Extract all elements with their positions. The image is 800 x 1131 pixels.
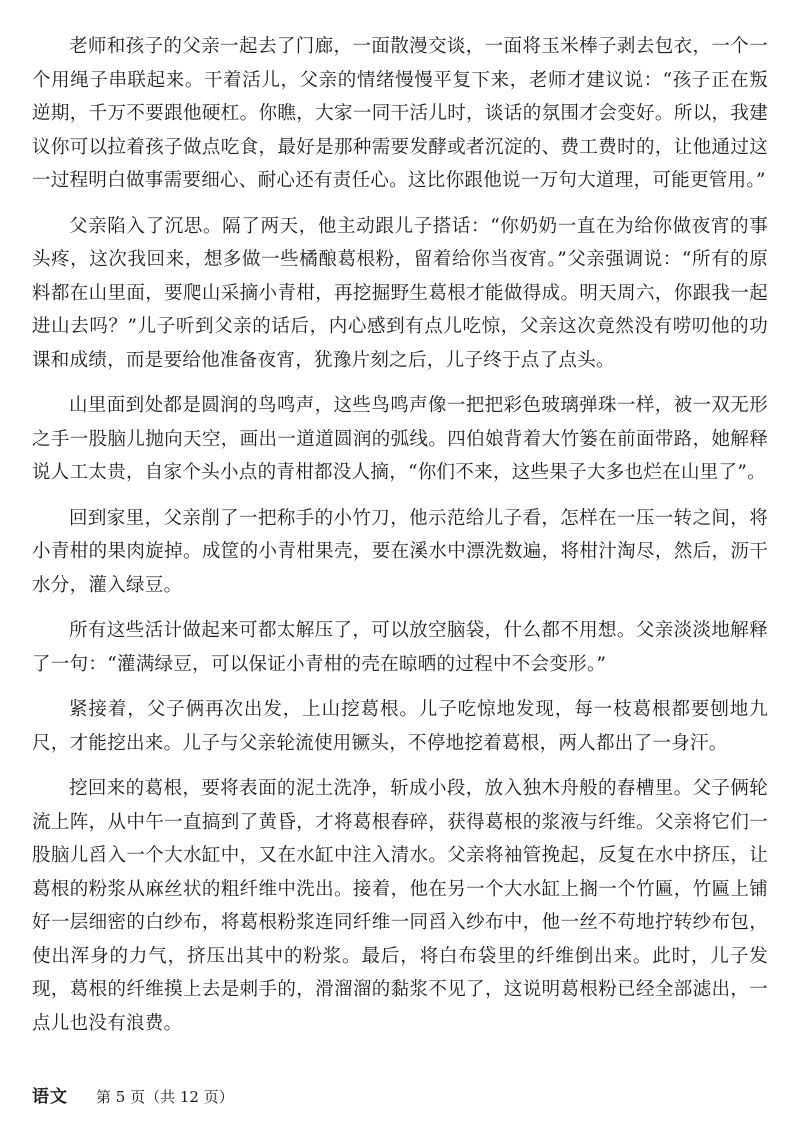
page-footer xyxy=(32,1082,234,1110)
paragraph-7: 挖回来的葛根，要将表面的泥土洗净，斩成小段，放入独木舟般的舂槽里。父子俩轮流上阵，从中午一直搞到了黄昏，才将葛根舂碎，获得葛根的浆液与纤维。父亲将它们一股脑儿舀入一个大水缸中，又在水缸中注入清水。父亲将袖管挽起，反复在水中挤压，让葛根的粉浆从麻丝状的粗纤维中洗出。接着，他在另一个大水缸上搁一个竹匾，竹匾上铺好一层细密的白纱布，将葛根粉浆连同纤维一同舀入纱布中，他一丝不苟地拧转纱布包，使出浑身的力气，挤压出其中的粉浆。最后，将白布袋里的纤维倒出来。此时，儿子发现，葛根的纤维摸上去是刺手的，滑溜溜的黏浆不见了，这说明葛根粉已经全部滤出，一点儿也没有浪费。 xyxy=(32,778,768,1034)
paragraph-6: 紧接着，父子俩再次出发，上山挖葛根。儿子吃惊地发现，每一枝葛根都要刨地九尺，才能挖出来。儿子与父亲轮流使用镢头，不停地挖着葛根，两人都出了一身汗。 xyxy=(32,699,768,754)
document-page xyxy=(32,30,768,1090)
paragraph-2: 父亲陷入了沉思。隔了两天，他主动跟儿子搭话：“你奶奶一直在为给你做夜宵的事头疼，这次我回来，想多做一些橘酿葛根粉，留着给你当夜宵。”父亲强调说：“所有的原料都在山里面，要爬山采摘小青柑，再挖掘野生葛根才能做得成。明天周六，你跟我一起进山去吗？”儿子听到父亲的话后，内心感到有点儿吃惊，父亲这次竟然没有唠叨他的功课和成绩，而是要给他准备夜宵，犹豫片刻之后，儿子终于点了点头。 xyxy=(32,215,768,371)
subject-label: 语文 xyxy=(32,1087,68,1107)
paragraph-5: 所有这些活计做起来可都太解压了，可以放空脑袋，什么都不用想。父亲淡淡地解释了一句：“灌满绿豆，可以保证小青柑的壳在晾晒的过程中不会变形。” xyxy=(32,620,768,675)
page-number: 第 5 页（共 12 页） xyxy=(96,1088,234,1106)
paragraph-4: 回到家里，父亲削了一把称手的小竹刀，他示范给儿子看，怎样在一压一转之间，将小青柑的果肉旋掉。成筐的小青柑果壳，要在溪水中漂洗数遍，将柑汁淘尽，然后，沥干水分，灌入绿豆。 xyxy=(32,507,768,596)
paragraph-1: 老师和孩子的父亲一起去了门廊，一面散漫交谈，一面将玉米棒子剥去包衣，一个一个用绳子串联起来。干着活儿，父亲的情绪慢慢平复下来，老师才建议说：“孩子正在叛逆期，千万不要跟他硬杠。你瞧，大家一同干活儿时，谈话的氛围才会变好。所以，我建议你可以拉着孩子做点吃食，最好是那种需要发酵或者沉淀的、费工费时的，让他通过这一过程明白做事需要细心、耐心还有责任心。这比你跟他说一万句大道理，可能更管用。” xyxy=(32,36,768,191)
paragraph-3: 山里面到处都是圆润的鸟鸣声，这些鸟鸣声像一把把彩色玻璃弹珠一样，被一双无形之手一股脑儿抛向天空，画出一道道圆润的弧线。四伯娘背着大竹篓在前面带路，她解释说人工太贵，自家个头小点的青柑都没人摘，“你们不来，这些果子大多也烂在山里了”。 xyxy=(32,395,768,483)
